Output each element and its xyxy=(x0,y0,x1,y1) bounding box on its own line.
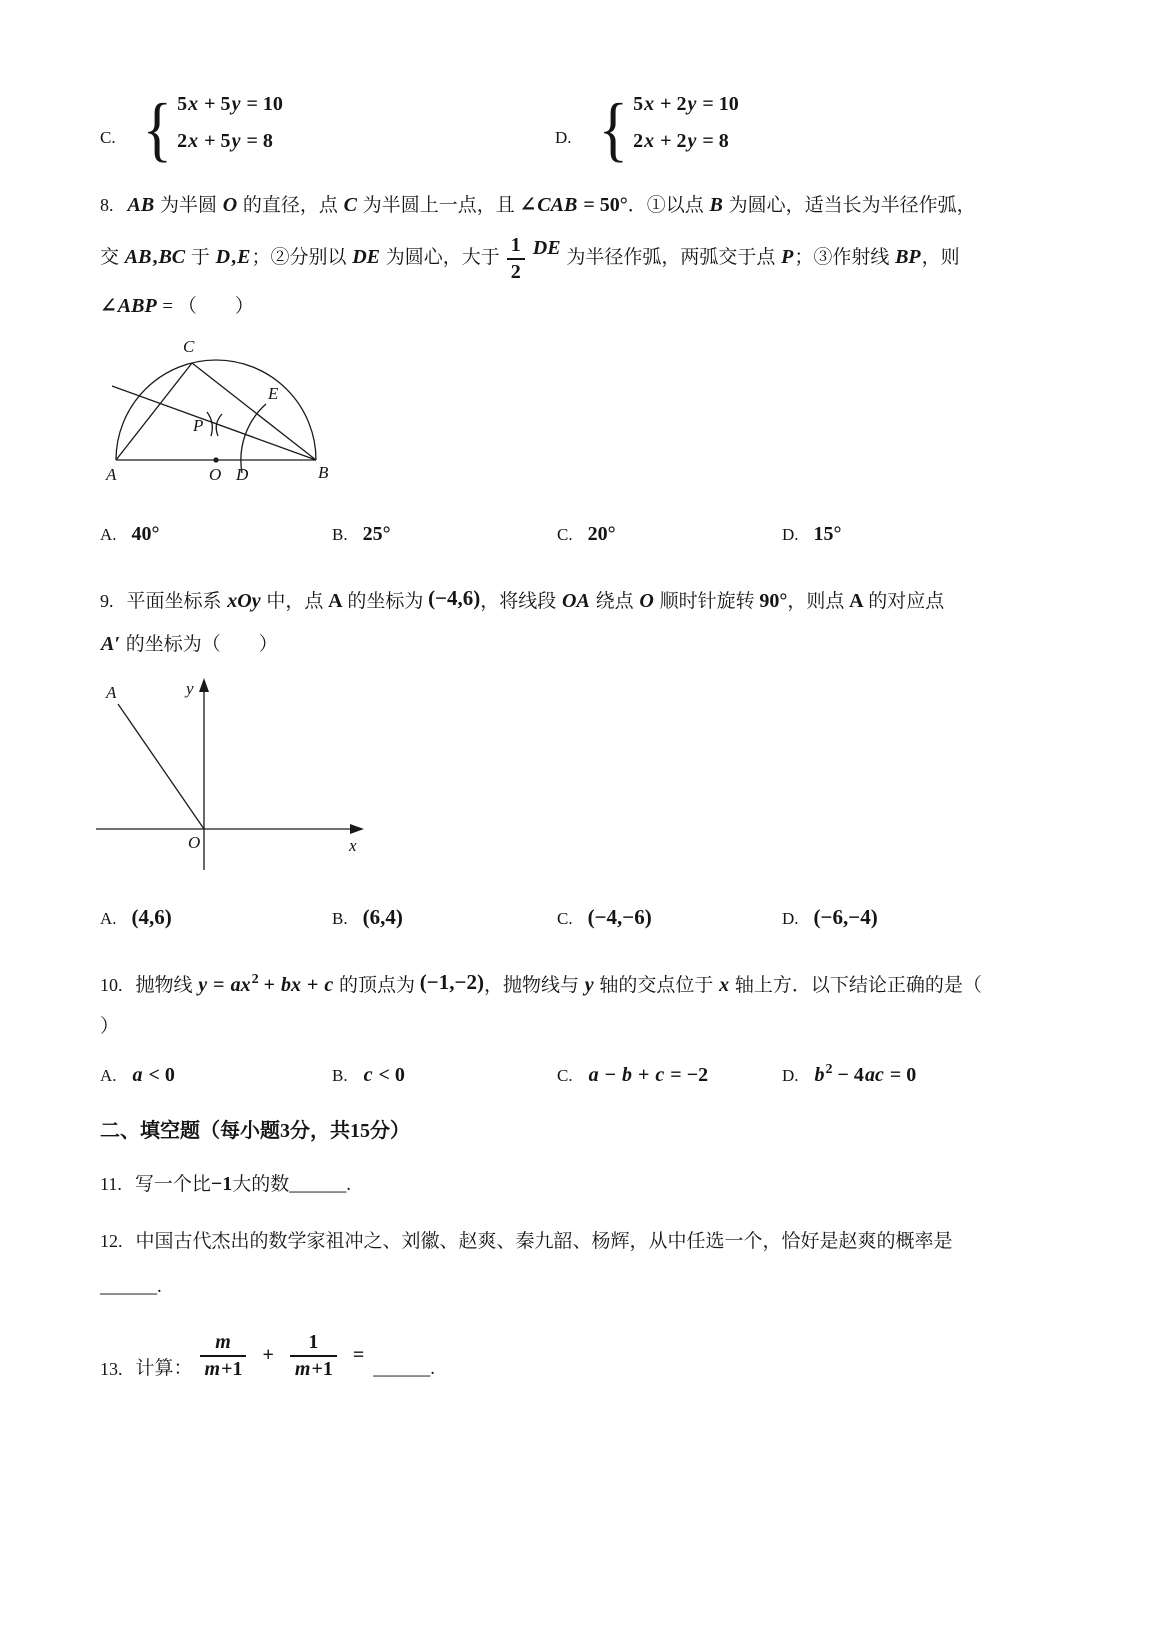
option-value: (4,6) xyxy=(131,905,172,930)
question-number: 10. xyxy=(100,975,123,996)
question-8-text: 为半径作弧，两弧交于点 P；③作射线 BP，则 xyxy=(561,246,960,268)
question-8-text: AB 为半圆 O 的直径，点 C 为半圆上一点，且 ∠CAB = 50°．①以点 B 为圆心，适当长为半径作弧， xyxy=(127,194,976,216)
option-label: A. xyxy=(100,909,117,929)
ray-BP xyxy=(112,386,316,460)
label-O: O xyxy=(209,465,222,485)
left-brace: { xyxy=(598,88,628,169)
option-label: B. xyxy=(332,909,348,929)
label-P: P xyxy=(193,416,204,436)
option-value: a < 0 xyxy=(132,1064,175,1087)
fraction-denominator: m+1 xyxy=(200,1355,247,1382)
semicircle-arc xyxy=(116,360,316,460)
option-value: 15° xyxy=(813,523,842,546)
y-axis-arrowhead xyxy=(199,678,209,692)
option-d-equations xyxy=(633,86,739,160)
q8-option-a xyxy=(100,523,332,546)
axes-figure-svg xyxy=(94,674,374,874)
question-9-line-1 xyxy=(100,576,1070,623)
label-C: C xyxy=(183,337,195,357)
question-12-line-2 xyxy=(100,1267,1070,1308)
equation-line: 5x + 5y = 10 xyxy=(177,93,283,115)
label-A: A xyxy=(106,683,117,703)
question-10-text: 抛物线 y = ax2 + bx + c 的顶点为 (−1,−2)，抛物线与 y 轴的交点位于 x 轴上方．以下结论正确的是（ xyxy=(135,970,982,997)
fraction-numerator: 1 xyxy=(510,234,521,257)
q8-option-c xyxy=(557,523,782,546)
option-label: C. xyxy=(557,525,573,545)
question-10-line-1 xyxy=(100,960,1070,1007)
label-D: D xyxy=(236,465,249,485)
question-9-text: 平面坐标系 xOy 中，点 A 的坐标为 (−4,6)，将线段 OA 绕点 O 顺时针旋转 90°，则点 A 的对应点 xyxy=(126,586,945,613)
answer-blank: ______. xyxy=(100,1276,162,1298)
question-number: 11. xyxy=(100,1174,122,1195)
option-value: 20° xyxy=(587,523,616,546)
option-label: A. xyxy=(100,525,117,545)
option-value: (−4,−6) xyxy=(587,905,652,930)
option-value: b2 − 4ac = 0 xyxy=(814,1062,917,1087)
question-number: 9. xyxy=(100,591,114,612)
label-x: x xyxy=(349,836,357,856)
label-B: B xyxy=(318,463,329,483)
question-11-line-1 xyxy=(100,1163,1070,1206)
label-A: A xyxy=(106,465,117,485)
fraction-denominator: 2 xyxy=(507,258,525,285)
q10-option-c xyxy=(557,1064,782,1087)
plus-sign: + xyxy=(262,1344,274,1367)
semicircle-figure-svg xyxy=(94,336,356,504)
q9-option-d xyxy=(782,905,1070,930)
q10-option-d xyxy=(782,1062,1070,1087)
arc-mark-at-P xyxy=(207,412,212,436)
question-8-line-3 xyxy=(100,285,1070,328)
option-label: C. xyxy=(557,1066,573,1086)
question-12-text: 中国古代杰出的数学家祖冲之、刘徽、赵爽、秦九韶、杨辉，从中任选一个，恰好是赵爽的概率是 xyxy=(135,1231,953,1253)
question-11 xyxy=(100,1163,1070,1206)
question-8-options xyxy=(100,523,1070,546)
q8-option-d xyxy=(782,523,1070,546)
question-10-line-2 xyxy=(100,1007,1070,1048)
question-13-line xyxy=(100,1330,1070,1382)
question-8 xyxy=(100,184,1070,546)
option-value: a − b + c = −2 xyxy=(588,1064,709,1087)
fraction-numerator: m xyxy=(215,1330,231,1353)
segment-OA xyxy=(118,704,204,829)
question-11-text: 写一个比−1大的数______. xyxy=(134,1173,352,1196)
option-label: D. xyxy=(782,1066,799,1086)
option-c-system xyxy=(100,86,555,169)
question-number: 8. xyxy=(100,195,114,215)
question-9-text: A′ 的坐标为（ ） xyxy=(101,633,278,656)
option-label: B. xyxy=(332,1066,348,1086)
option-label: D. xyxy=(782,525,799,545)
option-label: B. xyxy=(332,525,348,545)
equation-line: 5x + 2y = 10 xyxy=(633,93,739,115)
fraction-one-half xyxy=(507,233,525,285)
question-9-line-2 xyxy=(100,623,1070,666)
option-label: C. xyxy=(557,909,573,929)
question-12-line-1 xyxy=(100,1222,1070,1263)
question-13 xyxy=(100,1330,1070,1382)
fraction-numerator: 1 xyxy=(308,1330,319,1353)
equation-line: 2x + 5y = 8 xyxy=(177,130,273,152)
q9-option-a xyxy=(100,905,332,930)
label-O: O xyxy=(188,833,201,853)
option-value: c < 0 xyxy=(363,1064,405,1087)
section-2-header: 二、填空题（每小题3分，共15分） xyxy=(100,1120,410,1143)
question-number: 13. xyxy=(100,1358,123,1379)
x-axis-arrowhead xyxy=(350,824,364,834)
question-8-text: ∠ABP = （ ） xyxy=(100,295,254,318)
label-E: E xyxy=(268,384,279,404)
equals-sign: = xyxy=(352,1344,365,1367)
chord-CB xyxy=(192,363,316,460)
construction-arc-DE xyxy=(241,404,266,473)
fraction-1-over-m-plus-1 xyxy=(290,1330,337,1382)
fraction-denominator: m+1 xyxy=(290,1355,337,1382)
q9-option-b xyxy=(332,905,557,930)
option-value: (6,4) xyxy=(362,905,403,930)
question-10 xyxy=(100,960,1070,1087)
coordinate-axes-figure xyxy=(94,674,1070,879)
question-number: 12. xyxy=(100,1231,123,1252)
option-c-equations xyxy=(177,86,283,160)
semicircle-construction-figure xyxy=(94,336,1070,509)
q8-option-b xyxy=(332,523,557,546)
label-y: y xyxy=(186,679,194,699)
option-value: (−6,−4) xyxy=(813,905,878,930)
equation-line: 2x + 2y = 8 xyxy=(633,130,729,152)
option-value: 40° xyxy=(131,523,160,546)
answer-blank: ______. xyxy=(373,1357,436,1379)
equation-system-options-row xyxy=(100,86,1070,169)
option-c-label: C. xyxy=(100,128,116,147)
question-10-text: ） xyxy=(100,1016,120,1038)
question-9-options xyxy=(100,905,1070,930)
question-10-options xyxy=(100,1062,1070,1087)
question-8-line-2 xyxy=(100,227,1070,285)
option-value: 25° xyxy=(362,523,391,546)
question-13-text: 计算： xyxy=(135,1357,193,1379)
q10-option-b xyxy=(332,1064,557,1087)
left-brace: { xyxy=(142,88,172,169)
option-d-label: D. xyxy=(555,128,572,147)
option-label: D. xyxy=(782,909,799,929)
center-point-O xyxy=(213,458,218,463)
question-8-text: 交 AB,BC 于 D,E；②分别以 DE 为圆心，大于 xyxy=(100,246,500,268)
question-12 xyxy=(100,1222,1070,1308)
fraction-m-over-m-plus-1 xyxy=(200,1330,247,1382)
option-label: A. xyxy=(100,1066,117,1086)
option-d-system xyxy=(555,86,739,169)
q10-option-a xyxy=(100,1064,332,1087)
question-9 xyxy=(100,576,1070,930)
q9-option-c xyxy=(557,905,782,930)
fraction-suffix: DE xyxy=(532,237,561,259)
question-8-line-1 xyxy=(100,184,1070,227)
